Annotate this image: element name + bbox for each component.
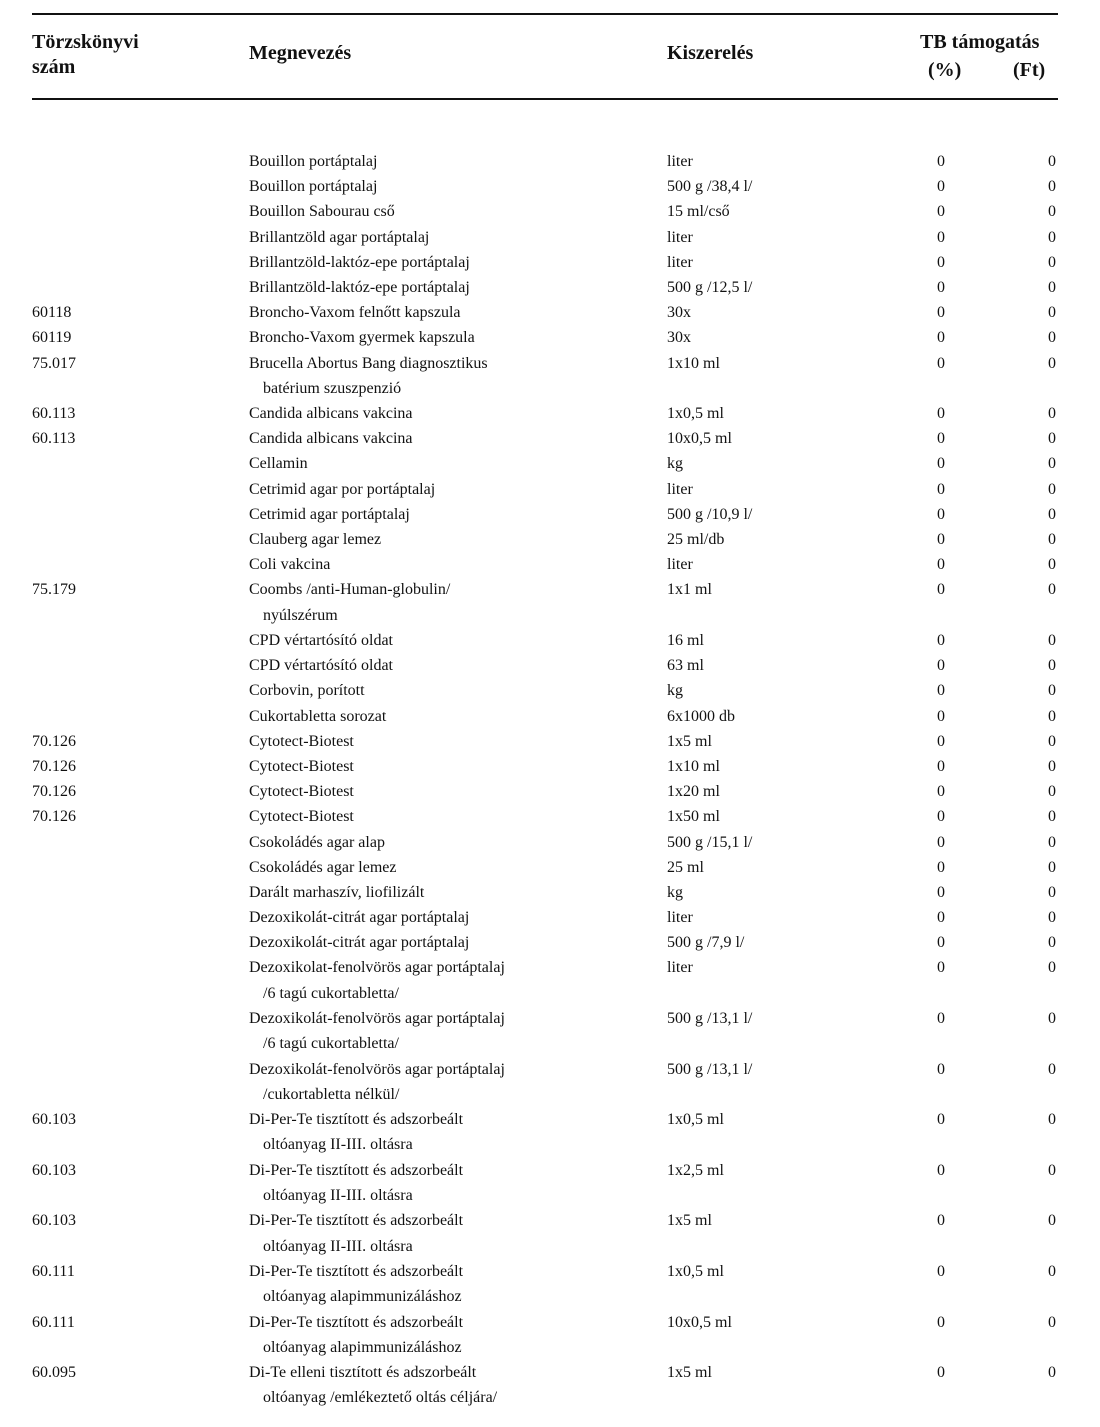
product-name-line: Cetrimid agar por portáptalaj <box>249 480 436 498</box>
table-row <box>0 704 1100 729</box>
product-name-line: Clauberg agar lemez <box>249 531 382 549</box>
product-name-cell <box>249 174 377 199</box>
product-name-cell <box>249 527 381 552</box>
product-name-line: Corbovin, porított <box>249 682 365 700</box>
packaging-cell: liter <box>667 909 693 927</box>
table-row <box>0 174 1100 199</box>
packaging-cell: 1x5 ml <box>667 732 712 750</box>
tb-percent-cell: 0 <box>937 1060 945 1078</box>
table-row <box>0 225 1100 250</box>
registration-number-cell: 60119 <box>32 329 72 347</box>
product-name-cell <box>249 552 330 577</box>
tb-percent-cell: 0 <box>937 556 945 574</box>
packaging-cell: 1x0,5 ml <box>667 1111 724 1129</box>
table-row <box>0 527 1100 552</box>
tb-forint-cell: 0 <box>1048 153 1056 170</box>
table-row <box>0 880 1100 905</box>
tb-percent-cell: 0 <box>937 833 945 851</box>
registration-number-cell: 75.179 <box>32 581 76 599</box>
table-row <box>0 325 1100 350</box>
tb-percent-cell: 0 <box>937 883 945 901</box>
product-name-line: Cetrimid agar portáptalaj <box>249 505 410 523</box>
table-row <box>0 199 1100 224</box>
product-name-line: Candida albicans vakcina <box>249 405 413 423</box>
packaging-cell: 25 ml/db <box>667 531 725 549</box>
tb-percent-cell: 0 <box>937 455 945 473</box>
tb-percent-cell: 0 <box>937 278 945 296</box>
product-name-continuation: /6 tagú cukortabletta/ <box>263 984 399 1002</box>
tb-forint-cell: 0 <box>1048 959 1056 977</box>
tb-percent-cell: 0 <box>937 732 945 750</box>
header-packaging: Kiszerelés <box>667 42 754 64</box>
tb-forint-cell: 0 <box>1048 632 1056 649</box>
tb-percent-cell: 0 <box>937 153 945 170</box>
packaging-cell: 1x5 ml <box>667 1212 712 1230</box>
tb-forint-cell: 0 <box>1048 430 1056 448</box>
product-name-line: Di-Per-Te tisztított és adszorbeált <box>249 1313 464 1331</box>
packaging-cell: liter <box>667 480 693 498</box>
product-name-cell <box>249 1259 463 1309</box>
registration-number-cell: 70.126 <box>32 732 76 750</box>
packaging-cell: kg <box>667 682 683 700</box>
product-name-line: Di-Per-Te tisztított és adszorbeált <box>249 1161 464 1179</box>
product-name-line: Csokoládés agar alap <box>249 833 385 851</box>
product-name-cell <box>249 401 413 426</box>
product-name-cell <box>249 149 377 174</box>
table-row <box>0 729 1100 754</box>
tb-forint-cell: 0 <box>1048 329 1056 347</box>
packaging-cell: liter <box>667 153 693 170</box>
product-name-cell <box>249 426 413 451</box>
tb-forint-cell: 0 <box>1048 732 1056 750</box>
table-row <box>0 1006 1100 1057</box>
tb-percent-cell: 0 <box>937 707 945 725</box>
tb-forint-cell: 0 <box>1048 1010 1056 1028</box>
table-row <box>0 149 1100 174</box>
product-name-cell <box>249 225 429 250</box>
tb-forint-cell: 0 <box>1048 833 1056 851</box>
product-name-cell <box>249 275 470 300</box>
product-name-cell <box>249 754 354 779</box>
product-name-cell <box>249 729 354 754</box>
header-registration-line1: Törzskönyvi <box>32 31 139 53</box>
tb-percent-cell: 0 <box>937 934 945 952</box>
product-name-line: Brucella Abortus Bang diagnosztikus <box>249 354 488 372</box>
tb-percent-cell: 0 <box>937 329 945 347</box>
product-name-cell <box>249 628 393 653</box>
product-name-line: Broncho-Vaxom gyermek kapszula <box>249 329 475 347</box>
packaging-cell: 1x1 ml <box>667 581 712 599</box>
product-name-line: Cytotect-Biotest <box>249 732 354 750</box>
tb-percent-cell: 0 <box>937 203 945 221</box>
product-name-cell <box>249 351 488 401</box>
tb-forint-cell: 0 <box>1048 354 1056 372</box>
table-row <box>0 1360 1100 1411</box>
packaging-cell: 1x5 ml <box>667 1364 712 1382</box>
registration-number-cell: 60.103 <box>32 1161 76 1179</box>
tb-forint-cell: 0 <box>1048 178 1056 196</box>
product-name-line: Di-Per-Te tisztított és adszorbeált <box>249 1111 464 1129</box>
tb-percent-cell: 0 <box>937 253 945 271</box>
tb-forint-cell: 0 <box>1048 1313 1056 1331</box>
tb-percent-cell: 0 <box>937 228 945 246</box>
table-row <box>0 1107 1100 1158</box>
packaging-cell: liter <box>667 959 693 977</box>
header-forint: (Ft) <box>1013 59 1046 81</box>
table-row <box>0 855 1100 880</box>
product-name-cell <box>249 477 435 502</box>
tb-percent-cell: 0 <box>937 505 945 523</box>
packaging-cell: 1x10 ml <box>667 757 720 775</box>
product-name-line: Di-Per-Te tisztított és adszorbeált <box>249 1212 464 1230</box>
packaging-cell: 1x0,5 ml <box>667 1263 724 1280</box>
product-name-line: Darált marhaszív, liofilizált <box>249 883 425 901</box>
table-row <box>0 628 1100 653</box>
table-row <box>0 955 1100 1006</box>
product-name-cell <box>249 830 385 855</box>
tb-percent-cell: 0 <box>937 1313 945 1331</box>
product-name-line: Cellamin <box>249 455 308 473</box>
product-name-cell <box>249 1208 463 1258</box>
packaging-cell: kg <box>667 883 683 901</box>
product-name-line: Bouillon portáptalaj <box>249 153 378 170</box>
packaging-cell: 30x <box>667 304 691 322</box>
table-row <box>0 552 1100 577</box>
tb-forint-cell: 0 <box>1048 531 1056 549</box>
packaging-cell: 25 ml <box>667 858 704 876</box>
tb-forint-cell: 0 <box>1048 1060 1056 1078</box>
product-name-line: Coli vakcina <box>249 556 331 574</box>
table-row <box>0 653 1100 678</box>
product-name-cell <box>249 577 450 627</box>
packaging-cell: 1x10 ml <box>667 354 720 372</box>
tb-forint-cell: 0 <box>1048 1263 1056 1280</box>
tb-percent-cell: 0 <box>937 858 945 876</box>
tb-percent-cell: 0 <box>937 1263 945 1280</box>
product-name-line: Dezoxikolát-fenolvörös agar portáptalaj <box>249 1010 505 1028</box>
header-percent: (%) <box>928 59 962 81</box>
tb-percent-cell: 0 <box>937 632 945 649</box>
header-registration-line2: szám <box>32 56 76 78</box>
tb-forint-cell: 0 <box>1048 581 1056 599</box>
registration-number-cell: 60.113 <box>32 405 76 423</box>
tb-percent-cell: 0 <box>937 480 945 498</box>
table-row <box>0 250 1100 275</box>
registration-number-cell: 70.126 <box>32 783 76 801</box>
product-name-cell <box>249 250 470 275</box>
tb-forint-cell: 0 <box>1048 228 1056 246</box>
product-name-cell <box>249 1360 497 1410</box>
packaging-cell: liter <box>667 556 693 574</box>
tb-forint-cell: 0 <box>1048 1161 1056 1179</box>
product-name-continuation: oltóanyag alapimmunizáláshoz <box>263 1338 462 1356</box>
product-name-line: Dezoxikolát-fenolvörös agar portáptalaj <box>249 1060 505 1078</box>
product-name-line: Bouillon Sabourau cső <box>249 203 395 221</box>
table-row <box>0 1158 1100 1209</box>
tb-forint-cell: 0 <box>1048 556 1056 574</box>
product-name-continuation: oltóanyag II-III. oltásra <box>263 1237 413 1255</box>
product-name-line: CPD vértartósító oldat <box>249 632 393 649</box>
header-registration-number <box>32 30 139 80</box>
tb-forint-cell: 0 <box>1048 883 1056 901</box>
tb-percent-cell: 0 <box>937 909 945 927</box>
packaging-cell: 1x50 ml <box>667 808 720 826</box>
table-row <box>0 678 1100 703</box>
product-name-continuation: nyúlszérum <box>263 606 338 624</box>
tb-percent-cell: 0 <box>937 808 945 826</box>
header-tb-support: TB támogatás <box>920 31 1040 53</box>
tb-forint-cell: 0 <box>1048 808 1056 826</box>
tb-forint-cell: 0 <box>1048 480 1056 498</box>
product-name-cell <box>249 905 469 930</box>
packaging-cell: 6x1000 db <box>667 707 735 725</box>
product-name-line: Cytotect-Biotest <box>249 808 354 826</box>
registration-number-cell: 70.126 <box>32 808 76 826</box>
tb-percent-cell: 0 <box>937 783 945 801</box>
table-row <box>0 779 1100 804</box>
packaging-cell: 10x0,5 ml <box>667 430 732 448</box>
product-name-cell <box>249 199 395 224</box>
table-row <box>0 1208 1100 1259</box>
product-name-continuation: /6 tagú cukortabletta/ <box>263 1035 399 1053</box>
product-name-cell <box>249 653 393 678</box>
packaging-cell: 16 ml <box>667 632 704 649</box>
packaging-cell: 30x <box>667 329 691 347</box>
table-row <box>0 300 1100 325</box>
product-name-continuation: oltóanyag alapimmunizáláshoz <box>263 1288 462 1306</box>
tb-percent-cell: 0 <box>937 657 945 675</box>
packaging-cell: 500 g /13,1 l/ <box>667 1010 753 1028</box>
product-name-cell <box>249 930 469 955</box>
header-name: Megnevezés <box>249 42 352 64</box>
tb-percent-cell: 0 <box>937 1212 945 1230</box>
packaging-cell: 1x20 ml <box>667 783 720 801</box>
product-name-continuation: oltóanyag /emlékeztető oltás céljára/ <box>263 1389 498 1407</box>
tb-forint-cell: 0 <box>1048 657 1056 675</box>
product-name-line: Cytotect-Biotest <box>249 757 354 775</box>
product-name-line: Brillantzöld agar portáptalaj <box>249 228 430 246</box>
tb-forint-cell: 0 <box>1048 858 1056 876</box>
product-name-line: Broncho-Vaxom felnőtt kapszula <box>249 304 461 322</box>
packaging-cell: 500 g /10,9 l/ <box>667 505 753 523</box>
tb-percent-cell: 0 <box>937 1364 945 1382</box>
product-name-cell <box>249 678 365 703</box>
registration-number-cell: 60.111 <box>32 1263 75 1280</box>
product-name-cell <box>249 804 354 829</box>
table-row <box>0 754 1100 779</box>
registration-number-cell: 75.017 <box>32 354 76 372</box>
tb-forint-cell: 0 <box>1048 455 1056 473</box>
packaging-cell: 500 g /15,1 l/ <box>667 833 753 851</box>
tb-forint-cell: 0 <box>1048 783 1056 801</box>
tb-forint-cell: 0 <box>1048 203 1056 221</box>
product-name-line: Cytotect-Biotest <box>249 783 354 801</box>
product-name-cell <box>249 955 505 1005</box>
registration-number-cell: 60.111 <box>32 1313 75 1331</box>
packaging-cell: kg <box>667 455 683 473</box>
packaging-cell: 63 ml <box>667 657 704 675</box>
product-name-continuation: batérium szuszpenzió <box>263 379 402 397</box>
table-row <box>0 830 1100 855</box>
product-name-line: Dezoxikolat-fenolvörös agar portáptalaj <box>249 959 505 977</box>
product-name-line: Di-Te elleni tisztított és adszorbeált <box>249 1364 477 1382</box>
table-body <box>0 149 1100 1411</box>
tb-percent-cell: 0 <box>937 682 945 700</box>
product-name-line: Dezoxikolát-citrát agar portáptalaj <box>249 934 470 952</box>
tb-forint-cell: 0 <box>1048 909 1056 927</box>
product-name-cell <box>249 502 410 527</box>
packaging-cell: 15 ml/cső <box>667 203 730 221</box>
product-name-continuation: oltóanyag II-III. oltásra <box>263 1187 413 1205</box>
product-name-cell <box>249 300 461 325</box>
registration-number-cell: 60.103 <box>32 1212 76 1230</box>
product-name-cell <box>249 1107 463 1157</box>
product-name-continuation: oltóanyag II-III. oltásra <box>263 1136 413 1154</box>
tb-forint-cell: 0 <box>1048 278 1056 296</box>
product-name-line: Dezoxikolát-citrát agar portáptalaj <box>249 909 470 927</box>
tb-forint-cell: 0 <box>1048 682 1056 700</box>
tb-percent-cell: 0 <box>937 304 945 322</box>
tb-percent-cell: 0 <box>937 178 945 196</box>
table-row <box>0 426 1100 451</box>
table-row <box>0 577 1100 628</box>
product-name-line: Cukortabletta sorozat <box>249 707 387 725</box>
table-row <box>0 502 1100 527</box>
product-name-line: Candida albicans vakcina <box>249 430 413 448</box>
packaging-cell: 500 g /12,5 l/ <box>667 278 753 296</box>
table-row <box>0 351 1100 402</box>
product-name-cell <box>249 880 424 905</box>
tb-percent-cell: 0 <box>937 430 945 448</box>
product-name-cell <box>249 325 475 350</box>
product-name-line: Csokoládés agar lemez <box>249 858 397 876</box>
table-row <box>0 804 1100 829</box>
table-row <box>0 1259 1100 1310</box>
tb-forint-cell: 0 <box>1048 253 1056 271</box>
tb-percent-cell: 0 <box>937 531 945 549</box>
table-top-rule <box>32 13 1058 15</box>
table-header-rule <box>32 98 1058 100</box>
packaging-cell: 1x2,5 ml <box>667 1161 724 1179</box>
product-name-line: Brillantzöld-laktóz-epe portáptalaj <box>249 278 470 296</box>
tb-forint-cell: 0 <box>1048 304 1056 322</box>
product-name-line: Coombs /anti-Human-globulin/ <box>249 581 451 599</box>
product-name-line: Bouillon portáptalaj <box>249 178 378 196</box>
product-name-cell <box>249 1006 505 1056</box>
tb-percent-cell: 0 <box>937 959 945 977</box>
tb-forint-cell: 0 <box>1048 707 1056 725</box>
tb-forint-cell: 0 <box>1048 1364 1056 1382</box>
registration-number-cell: 60.103 <box>32 1111 76 1129</box>
registration-number-cell: 60.113 <box>32 430 76 448</box>
product-name-cell <box>249 779 354 804</box>
registration-number-cell: 60118 <box>32 304 72 322</box>
packaging-cell: liter <box>667 228 693 246</box>
table-row <box>0 275 1100 300</box>
product-name-line: CPD vértartósító oldat <box>249 657 393 675</box>
product-name-line: Brillantzöld-laktóz-epe portáptalaj <box>249 253 470 271</box>
packaging-cell: 1x0,5 ml <box>667 405 724 423</box>
tb-forint-cell: 0 <box>1048 757 1056 775</box>
packaging-cell: liter <box>667 253 693 271</box>
tb-percent-cell: 0 <box>937 757 945 775</box>
table-row <box>0 930 1100 955</box>
tb-percent-cell: 0 <box>937 405 945 423</box>
table-row <box>0 477 1100 502</box>
tb-forint-cell: 0 <box>1048 505 1056 523</box>
product-name-line: Di-Per-Te tisztított és adszorbeált <box>249 1263 464 1280</box>
tb-percent-cell: 0 <box>937 581 945 599</box>
product-name-cell <box>249 1158 463 1208</box>
tb-percent-cell: 0 <box>937 1111 945 1129</box>
tb-percent-cell: 0 <box>937 354 945 372</box>
registration-number-cell: 60.095 <box>32 1364 76 1382</box>
product-name-cell <box>249 1310 463 1360</box>
table-row <box>0 401 1100 426</box>
table-row <box>0 1057 1100 1108</box>
packaging-cell: 500 g /7,9 l/ <box>667 934 745 952</box>
product-name-cell <box>249 704 386 729</box>
table-row <box>0 905 1100 930</box>
table-row <box>0 1310 1100 1361</box>
tb-percent-cell: 0 <box>937 1010 945 1028</box>
packaging-cell: 500 g /38,4 l/ <box>667 178 753 196</box>
tb-forint-cell: 0 <box>1048 1212 1056 1230</box>
tb-forint-cell: 0 <box>1048 1111 1056 1129</box>
product-name-cell <box>249 855 397 880</box>
packaging-cell: 500 g /13,1 l/ <box>667 1060 753 1078</box>
product-name-continuation: /cukortabletta nélkül/ <box>263 1085 400 1103</box>
registration-number-cell: 70.126 <box>32 757 76 775</box>
table-row <box>0 451 1100 476</box>
tb-forint-cell: 0 <box>1048 405 1056 423</box>
product-name-cell <box>249 451 308 476</box>
packaging-cell: 10x0,5 ml <box>667 1313 732 1331</box>
product-name-cell <box>249 1057 505 1107</box>
tb-forint-cell: 0 <box>1048 934 1056 952</box>
tb-percent-cell: 0 <box>937 1161 945 1179</box>
